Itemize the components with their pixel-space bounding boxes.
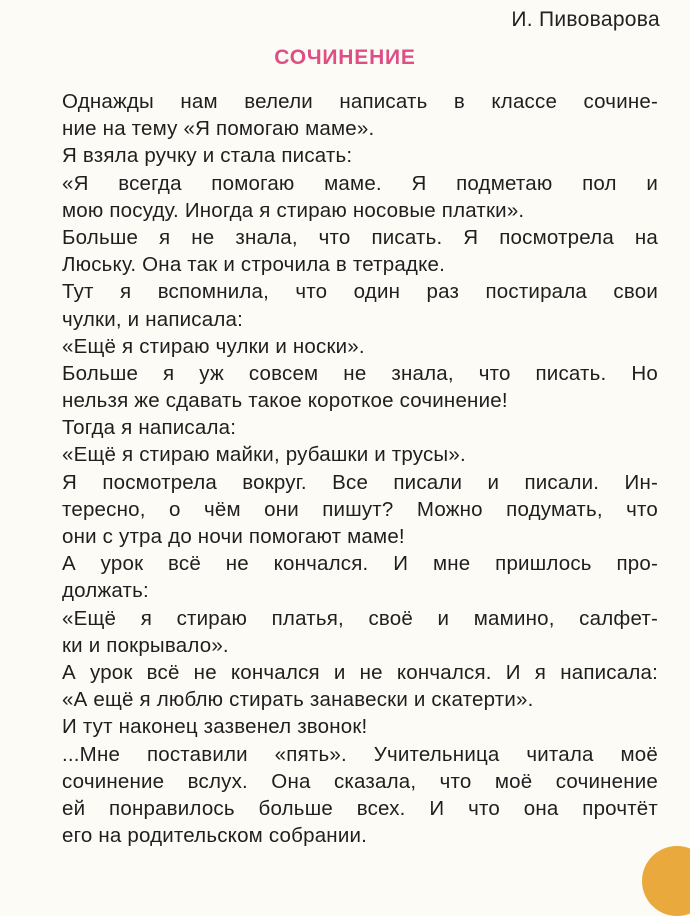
- text-line: они с утра до ночи помогают маме!: [62, 525, 405, 548]
- text-line: ...Мне поставили «пять». Учительница читала моё: [62, 742, 658, 766]
- text-line: Я взяла ручку и стала писать:: [62, 144, 353, 168]
- text-line: И тут наконец зазвенел звонок!: [62, 715, 368, 739]
- text-line: Я посмотрела вокруг. Все писали и писали. Ин-: [62, 470, 658, 494]
- text-line: «Ещё я стираю платья, своё и мамино, салфет-: [62, 606, 658, 630]
- text-line: чулки, и написала:: [62, 307, 243, 331]
- text-line: тересно, о чём они пишут? Можно подумать, что: [62, 497, 658, 521]
- text-line: мою посуду. Иногда я стираю носовые платки».: [62, 198, 525, 222]
- text-line: должать:: [62, 579, 149, 603]
- text-line: ние на тему «Я помогаю маме».: [62, 117, 375, 141]
- text-line: его на родительском собрании.: [62, 824, 368, 848]
- story-title: СОЧИНЕНИЕ: [274, 46, 416, 69]
- text-line: А урок всё не кончался. И мне пришлось про-: [62, 552, 658, 576]
- story-text: [62, 88, 658, 849]
- text-line: Люську. Она так и строчила в тетрадке.: [62, 253, 445, 277]
- text-line: «А ещё я люблю стирать занавески и скатерти».: [62, 688, 534, 712]
- text-line: сочинение вслух. Она сказала, что моё сочинение: [62, 769, 658, 793]
- author-name: И. Пивоварова: [511, 8, 660, 31]
- page-corner-decoration: [642, 846, 690, 916]
- text-line: Тут я вспомнила, что один раз постирала свои: [62, 280, 658, 304]
- text-line: Тогда я написала:: [62, 416, 237, 440]
- text-line: «Ещё я стираю майки, рубашки и трусы».: [62, 443, 466, 467]
- text-line: ки и покрывало».: [62, 633, 229, 657]
- text-line: А урок всё не кончался и не кончался. И я написала:: [62, 660, 658, 684]
- text-line: нельзя же сдавать такое короткое сочинение!: [62, 389, 508, 413]
- text-line: Больше я уж совсем не знала, что писать. Но: [62, 361, 658, 385]
- text-line: Больше я не знала, что писать. Я посмотрела на: [62, 225, 658, 249]
- text-line: Однажды нам велели написать в классе сочине-: [62, 90, 658, 113]
- text-line: ей понравилось больше всех. И что она прочтёт: [62, 796, 658, 820]
- text-line: «Ещё я стираю чулки и носки».: [62, 334, 365, 358]
- text-line: «Я всегда помогаю маме. Я подметаю пол и: [62, 171, 658, 195]
